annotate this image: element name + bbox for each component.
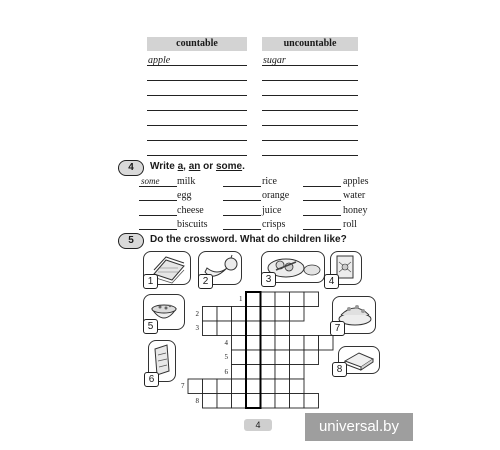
crossword-cell[interactable] (275, 307, 290, 322)
countable-answer-line[interactable] (147, 125, 247, 126)
picture-number: 4 (324, 274, 339, 289)
noun-word: water (343, 190, 366, 201)
article-blank[interactable] (303, 200, 341, 201)
exercise-4-title: Write a, an or some. (150, 161, 245, 172)
countable-answer-line[interactable] (147, 110, 247, 111)
crossword-cell[interactable] (275, 292, 290, 307)
crossword-cell[interactable] (290, 336, 305, 351)
article-blank[interactable] (303, 215, 341, 216)
countable-header: countable (147, 37, 247, 51)
article-blank[interactable] (223, 215, 261, 216)
crossword-cell[interactable] (188, 379, 203, 394)
crossword-cell[interactable] (217, 394, 232, 409)
countable-answer-line[interactable] (147, 65, 247, 66)
crossword-cell[interactable] (246, 336, 261, 351)
crossword-cell[interactable] (232, 379, 247, 394)
example-answer: some (141, 176, 160, 186)
uncountable-first-entry: sugar (263, 55, 286, 66)
picture-number: 7 (330, 321, 345, 336)
crossword-cell[interactable] (232, 394, 247, 409)
crossword-cell[interactable] (275, 394, 290, 409)
crossword-cell[interactable] (290, 365, 305, 380)
noun-word: crisps (262, 219, 286, 230)
article-blank[interactable] (223, 229, 261, 230)
uncountable-header: uncountable (262, 37, 358, 51)
noun-word: roll (343, 219, 357, 230)
crossword-cell[interactable] (275, 379, 290, 394)
crossword-cell[interactable] (232, 350, 247, 365)
clue-number: 1 (239, 295, 243, 303)
countable-answer-line[interactable] (147, 155, 247, 156)
noun-word: cheese (177, 205, 204, 216)
picture-card-6 (148, 340, 176, 385)
crossword-cell[interactable] (203, 321, 218, 336)
page-number: 4 (244, 419, 272, 431)
crossword-cell[interactable] (217, 321, 232, 336)
uncountable-answer-line[interactable] (262, 140, 358, 141)
clue-number: 6 (224, 367, 228, 376)
crossword-cell[interactable] (246, 365, 261, 380)
crossword-cell[interactable] (290, 379, 305, 394)
noun-word: honey (343, 205, 368, 216)
clue-number: 2 (195, 309, 199, 318)
noun-word: apples (343, 176, 369, 187)
crossword-cell[interactable] (304, 394, 319, 409)
crossword-cell[interactable] (304, 336, 319, 351)
crossword-cell[interactable] (246, 379, 261, 394)
picture-number: 3 (261, 272, 276, 287)
crossword-cell[interactable] (261, 307, 276, 322)
uncountable-answer-line[interactable] (262, 80, 358, 81)
crossword-cell[interactable] (261, 292, 276, 307)
countable-first-entry: apple (148, 55, 171, 66)
crossword-cell[interactable] (275, 321, 290, 336)
crossword-cell[interactable] (290, 307, 305, 322)
crossword-cell[interactable] (275, 365, 290, 380)
noun-word: orange (262, 190, 290, 201)
uncountable-answer-line[interactable] (262, 95, 358, 96)
countable-answer-line[interactable] (147, 95, 247, 96)
crossword-cell[interactable] (246, 292, 261, 307)
crossword-cell[interactable] (261, 365, 276, 380)
crossword-cell[interactable] (232, 321, 247, 336)
article-blank[interactable] (139, 229, 177, 230)
article-blank[interactable] (223, 186, 261, 187)
crossword-cell[interactable] (261, 350, 276, 365)
picture-card-3 (261, 251, 325, 283)
watermark: universal.by (305, 413, 413, 441)
noun-word: rice (262, 176, 277, 187)
crossword-cell[interactable] (275, 336, 290, 351)
crossword-cell[interactable] (246, 350, 261, 365)
crossword-cell[interactable] (290, 350, 305, 365)
clue-number: 5 (224, 353, 228, 361)
picture-number: 6 (144, 372, 159, 387)
picture-number: 5 (143, 319, 158, 334)
crossword-cell[interactable] (261, 394, 276, 409)
crossword-cell[interactable] (319, 336, 334, 351)
crossword-cell[interactable] (246, 307, 261, 322)
article-blank[interactable] (303, 229, 341, 230)
uncountable-answer-line[interactable] (262, 125, 358, 126)
crossword-cell[interactable] (217, 307, 232, 322)
article-blank[interactable] (223, 200, 261, 201)
crossword-cell[interactable] (232, 365, 247, 380)
picture-number: 1 (143, 274, 158, 289)
exercise-5-title: Do the crossword. What do children like? (150, 234, 347, 245)
picture-card-2 (198, 251, 242, 285)
picture-card-1 (143, 251, 191, 285)
crossword-cell[interactable] (304, 292, 319, 307)
noun-word: biscuits (177, 219, 208, 230)
crossword-cell[interactable] (232, 307, 247, 322)
clue-number: 4 (224, 338, 228, 347)
exercise-5-number: 5 (118, 233, 144, 249)
crossword-cell[interactable] (203, 394, 218, 409)
uncountable-answer-line[interactable] (262, 110, 358, 111)
picture-number: 2 (198, 274, 213, 289)
article-blank[interactable] (139, 186, 177, 187)
noun-word: milk (177, 176, 196, 187)
uncountable-answer-line[interactable] (262, 155, 358, 156)
picture-card-7 (332, 296, 376, 334)
picture-card-5 (143, 294, 185, 330)
crossword-cell[interactable] (304, 350, 319, 365)
article-blank[interactable] (303, 186, 341, 187)
picture-card-4 (330, 251, 362, 285)
crossword-cell[interactable] (290, 292, 305, 307)
crossword-cell[interactable] (232, 336, 247, 351)
article-blank[interactable] (139, 215, 177, 216)
crossword-cell[interactable] (290, 394, 305, 409)
noun-word: egg (177, 190, 192, 201)
crossword-cell[interactable] (246, 394, 261, 409)
countable-answer-line[interactable] (147, 80, 247, 81)
clue-number: 3 (195, 324, 199, 332)
picture-number: 8 (332, 362, 347, 377)
clue-number: 8 (195, 396, 199, 405)
clue-number: 7 (181, 382, 185, 390)
crossword-cell[interactable] (203, 379, 218, 394)
crossword-cell[interactable] (261, 379, 276, 394)
crossword-cell[interactable] (217, 379, 232, 394)
uncountable-answer-line[interactable] (262, 65, 358, 66)
crossword-cell[interactable] (261, 336, 276, 351)
picture-card-8 (338, 346, 380, 374)
countable-answer-line[interactable] (147, 140, 247, 141)
article-blank[interactable] (139, 200, 177, 201)
crossword-cell[interactable] (275, 350, 290, 365)
crossword-cell[interactable] (261, 321, 276, 336)
crossword-cell[interactable] (246, 321, 261, 336)
crossword-cell[interactable] (203, 307, 218, 322)
exercise-4-number: 4 (118, 160, 144, 176)
noun-word: juice (262, 205, 282, 216)
